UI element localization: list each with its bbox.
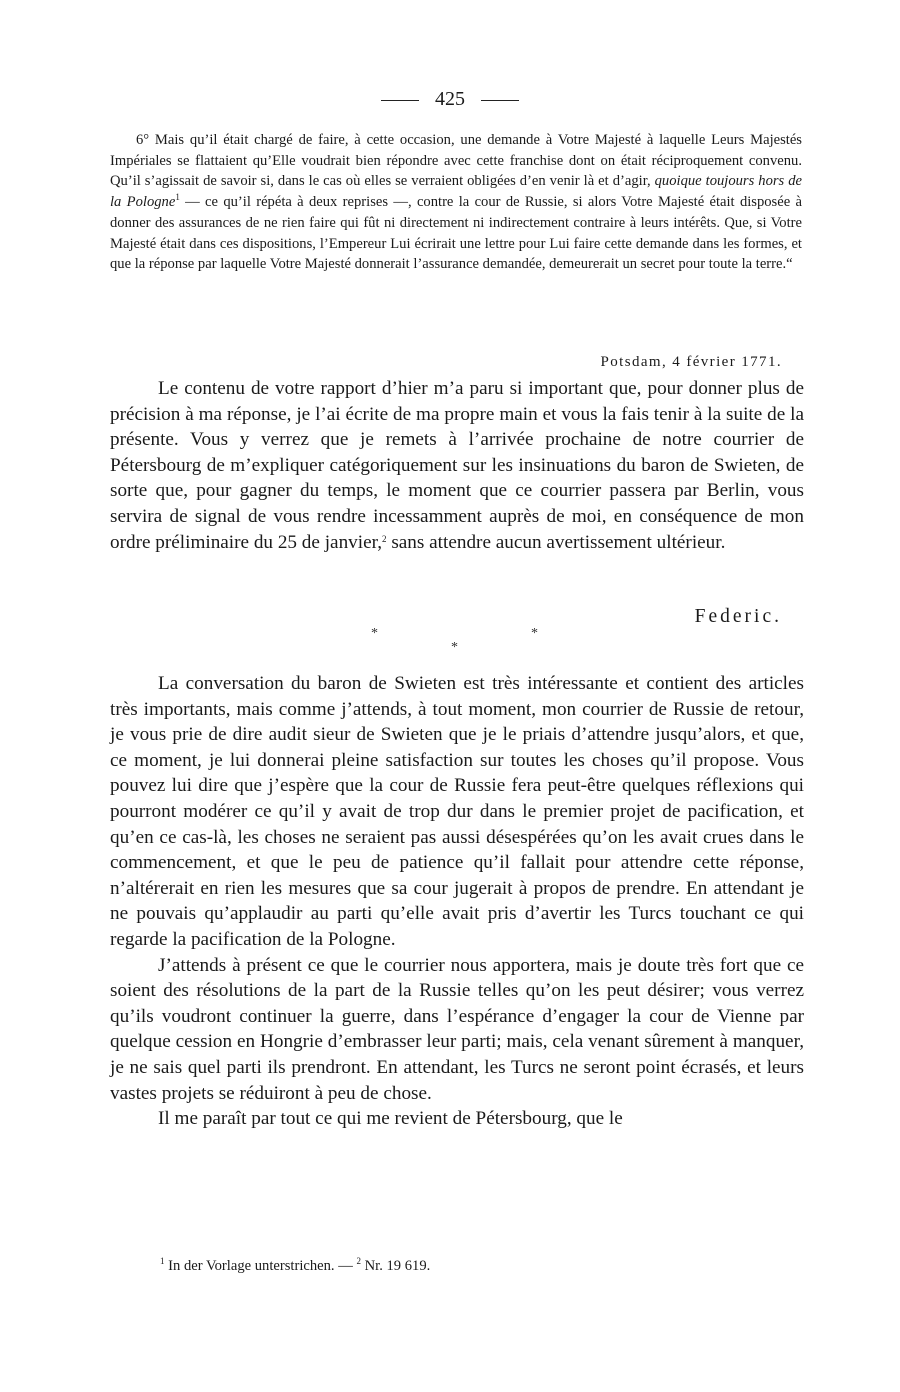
separator-asterisk: * xyxy=(531,626,538,641)
footnote-ref-2: 2 xyxy=(382,533,387,544)
footnote-mark-2: 2 xyxy=(356,1256,361,1266)
excerpt-text-end: — ce qu’il répéta à deux reprises —, contre la cour de Russie, si alors Votre Majesté était disposée à donner des assurances de ne rien faire qui fût ni directement ni indirectement contraire à leurs intérêts. Que, si Votre Majesté était dans ces dispositions, l’Empereur Lui écrirait une lettre pour Lui faire cette demande dans les formes, et que la réponse par laquelle Votre Majesté donnerait l’assurance demandée, demeurerait un secret pour toute la terre.“ xyxy=(110,194,802,273)
page-header xyxy=(0,86,900,112)
footnotes xyxy=(160,1256,800,1276)
enclosure-paragraph: Il me paraît par tout ce qui me revient de Pétersbourg, que le xyxy=(158,1108,623,1130)
excerpt-italic-phrase: quoique toujours hors de la Pologne xyxy=(110,173,803,211)
enclosure-body xyxy=(110,671,804,1132)
separator-asterisk: * xyxy=(371,626,378,641)
header-rule-right xyxy=(481,100,519,101)
footnote-text-2: Nr. 19 619. xyxy=(360,1258,431,1274)
footnote-text-1: In der Vorlage unterstrichen. — xyxy=(164,1258,357,1274)
letter-text: Le contenu de votre rapport d’hier m’a paru si important que, pour donner plus de précision à ma réponse, je l’ai écrite de ma propre main et vous la fais tenir à la suite de la présente. Vous y verrez que je remets à l’arrivée prochaine de notre courrier de Pétersbourg de m’expliquer catégoriquement sur les insinuations du baron de Swieten, de sorte que, pour gagner du temps, le moment que ce courrier passera par Berlin, vous servira de signal de vous rendre incessamment auprès de moi, en conséquence de mon ordre préliminaire du 25 de janvier, xyxy=(110,378,804,553)
enclosure-paragraph: J’attends à présent ce que le courrier nous apportera, mais je doute très fort que ce soient des résolutions de la part de la Russie telles qu’on les peut désirer; vous verrez qu’ils voudront continuer la guerre, dans l’espérance d’engager la cour de Vienne par quelque cession en Hongrie d’embrasser leur parti; mais, cela venant sûrement à manquer, je ne sais quel parti ils prendront. En attendant, les Turcs ne seront point écrasés, et leurs vastes projets se réduiront à peu de chose. xyxy=(110,954,804,1104)
enclosure-paragraph: La conversation du baron de Swieten est très intéressante et contient des articles très importants, mais comme j’attends, à tout moment, mon courrier de Russie de retour, je vous prie de dire audit sieur de Swieten que je le priais d’attendre jusqu’alors, et que, ce moment, je lui donnerai pleine satisfaction sur toutes les choses qu’il propose. Vous pouvez lui dire que j’espère que la cour de Russie fera peut-être quelques réflexions qui pourront modérer ce qu’il y avait de trop dur dans le premier projet de pacification, et qu’en ce cas-là, les choses ne seraient pas aussi désespérées qu’on les avait crues dans le commencement, et que le peu de patience qu’il fallait pour attendre cette réponse, n’altérerait en rien les mesures que sa cour jugerait à propos de prendre. En attendant je ne pouvais qu’applaudir au parti qu’elle avait pris d’avertir les Turcs touchant ce qui regarde la pacification de la Pologne. xyxy=(110,673,804,950)
letter-paragraph xyxy=(110,376,804,555)
separator-asterisk: * xyxy=(451,640,458,655)
footnote-ref-1: 1 xyxy=(175,192,180,203)
dateline: Potsdam, 4 février 1771. xyxy=(600,354,782,370)
letter-body xyxy=(110,376,804,555)
signature: Federic. xyxy=(694,606,782,627)
report-excerpt xyxy=(110,130,802,275)
excerpt-text-start: 6° Mais qu’il était chargé de faire, à cette occasion, une demande à Votre Majesté à laquelle Leurs Majestés Impériales se flattaient qu’Elle voudrait bien répondre avec cette franchise dont on était réciproquement convenu. Qu’il s’agissait de savoir si, dans le cas où elles se verraient obligées d’en venir là et d’agir, xyxy=(110,132,802,190)
header-rule-left xyxy=(381,100,419,101)
excerpt-paragraph xyxy=(110,130,802,275)
footnote-mark-1: 1 xyxy=(160,1256,165,1266)
section-separator xyxy=(0,620,900,660)
letter-text-end: sans attendre aucun avertissement ultérieur. xyxy=(386,531,726,553)
page-number: 425 xyxy=(435,88,465,110)
